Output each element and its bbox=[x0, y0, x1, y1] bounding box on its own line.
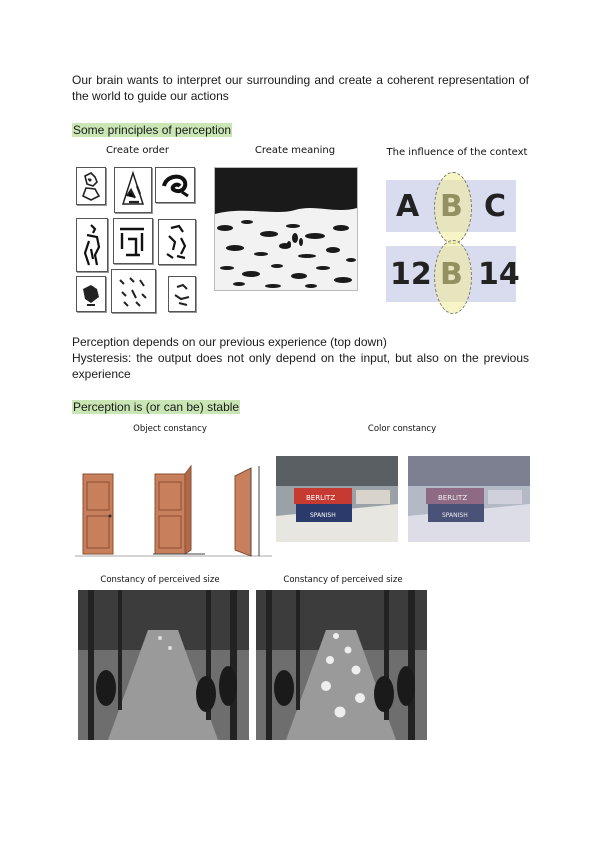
fragment-card bbox=[158, 219, 196, 265]
caption-color-constancy: Color constancy bbox=[367, 424, 437, 434]
caption-size-constancy-right: Constancy of perceived size bbox=[283, 575, 403, 585]
size-constancy-image-left bbox=[78, 590, 249, 740]
book-title-label: SPANISH bbox=[310, 512, 336, 519]
caption-object-constancy: Object constancy bbox=[133, 424, 207, 434]
book-brand-label-tinted: BERLITZ bbox=[438, 494, 468, 502]
context-number-14: 14 bbox=[478, 256, 520, 292]
object-constancy-image bbox=[75, 458, 272, 560]
section-heading-principles-text: Some principles of perception bbox=[73, 123, 232, 137]
fragment-card bbox=[76, 276, 106, 312]
top-down-line: Perception depends on our previous experience (top down) bbox=[72, 335, 387, 349]
fragment-card bbox=[168, 276, 196, 312]
fragment-card bbox=[76, 218, 108, 272]
context-letter-c: C bbox=[484, 188, 507, 224]
section-heading-stable-text: Perception is (or can be) stable bbox=[73, 400, 240, 414]
context-highlight-bottom bbox=[434, 240, 472, 314]
context-letter-a: A bbox=[396, 188, 420, 224]
book-title-label-tinted: SPANISH bbox=[442, 512, 468, 519]
fragment-card bbox=[155, 167, 195, 203]
context-highlight-top bbox=[434, 172, 472, 244]
fragment-card bbox=[113, 218, 153, 264]
caption-create-order: Create order bbox=[105, 145, 170, 156]
fragment-card bbox=[114, 167, 152, 213]
book-brand-label: BERLITZ bbox=[306, 494, 336, 502]
color-constancy-image-tinted bbox=[408, 456, 530, 542]
create-meaning-image bbox=[214, 167, 358, 291]
fragment-card bbox=[76, 167, 106, 205]
intro-paragraph: Our brain wants to interpret our surrounding and create a coherent representation of the world to guide our actions bbox=[72, 73, 529, 103]
section-heading-stable bbox=[72, 398, 240, 416]
context-number-12: 12 bbox=[390, 256, 432, 292]
hysteresis-line: Hysteresis: the output does not only depend on the input, but also on the previous experience bbox=[72, 351, 529, 381]
fragment-card bbox=[111, 269, 156, 313]
caption-size-constancy-left: Constancy of perceived size bbox=[100, 575, 220, 585]
color-constancy-image-normal bbox=[276, 456, 398, 542]
size-constancy-image-right bbox=[256, 590, 427, 740]
caption-create-meaning: Create meaning bbox=[254, 145, 336, 156]
section-heading-principles bbox=[72, 121, 232, 139]
caption-context: The influence of the context bbox=[386, 147, 528, 158]
